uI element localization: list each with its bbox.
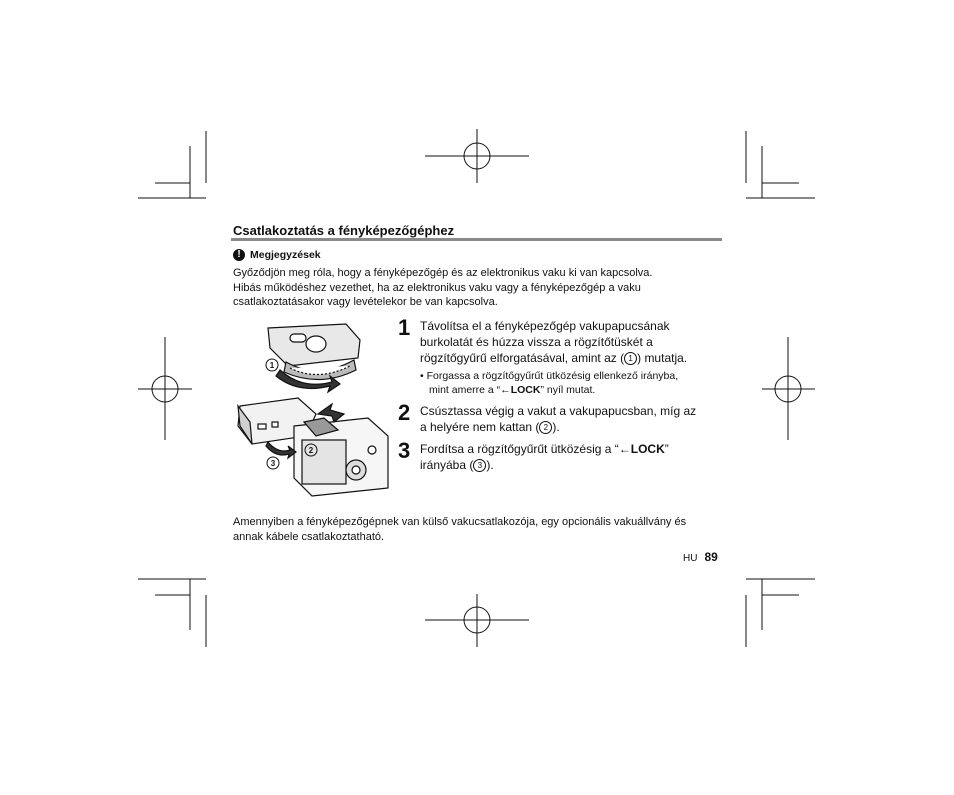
- page-number: 89: [704, 550, 718, 564]
- flash-attach-illustration: [228, 318, 398, 498]
- language-code: HU: [683, 553, 698, 564]
- section-title: Csatlakoztatás a fényképezőgéphez: [233, 223, 455, 238]
- circled-number: 3: [473, 459, 486, 472]
- step-number: 1: [398, 315, 411, 340]
- text-span: ).: [552, 420, 560, 434]
- lock-label: ←LOCK: [500, 384, 541, 396]
- text-span: ”: [664, 442, 669, 456]
- illustration-label-3: 3: [270, 459, 276, 468]
- step-1-bullet: [420, 369, 720, 397]
- notes-body: [233, 266, 723, 310]
- notes-line: Hibás működéshez vezethet, ha az elektronikus vaku vagy a fényképezőgép a vaku: [233, 281, 641, 294]
- step-number: 3: [398, 438, 411, 463]
- circled-number: 2: [539, 421, 552, 434]
- text-span: ) mutatja.: [637, 351, 688, 365]
- page-footer: [683, 550, 718, 564]
- notes-line: csatlakoztatásakor vagy levételekor be van kapcsolva.: [233, 296, 498, 309]
- text-span: rögzítőgyűrű elforgatásával, amint az (: [420, 351, 625, 365]
- step-line: Távolítsa el a fényképezőgép vakupapucsának: [420, 319, 670, 333]
- bullet-icon: •: [420, 370, 427, 382]
- paragraph-line: Amennyiben a fényképezőgépnek van külső vakucsatlakozója, egy opcionális vakuállvány és: [233, 516, 687, 528]
- notes-heading: [233, 249, 321, 261]
- step-line: [420, 419, 720, 435]
- bullet-text: mint amerre a “: [429, 384, 501, 396]
- illustration-label-1: 1: [269, 361, 275, 370]
- step-line: Csúsztassa végig a vakut a vakupapucsban, míg az: [420, 404, 697, 418]
- circled-number: 1: [624, 352, 637, 365]
- text-span: ).: [486, 458, 494, 472]
- registration-target-bottom: [425, 594, 529, 647]
- text-span: a helyére nem kattan (: [420, 420, 540, 434]
- illustration-label-2: 2: [308, 446, 314, 455]
- step-number: 2: [398, 400, 411, 425]
- notes-heading-label: Megjegyzések: [250, 249, 321, 261]
- paragraph-line: annak kábele csatlakoztatható.: [233, 531, 385, 543]
- title-underline: [231, 238, 722, 241]
- registration-target-top: [425, 129, 529, 183]
- bullet-text: ” nyíl mutat.: [540, 384, 596, 396]
- notes-line: Győződjön meg róla, hogy a fényképezőgép és az elektronikus vaku ki van kapcsolva.: [233, 267, 653, 279]
- step-line: [420, 441, 720, 457]
- text-span: Fordítsa a rögzítőgyűrűt ütközésig a “: [420, 442, 619, 456]
- registration-target-right: [762, 337, 815, 440]
- step-line: [420, 350, 720, 366]
- registration-target-left: [138, 337, 192, 440]
- step-line: burkolatát és húzza vissza a rögzítőtüskét a: [420, 335, 653, 349]
- bullet-text: Forgassa a rögzítőgyűrűt ütközésig ellenkező irányba,: [426, 370, 679, 382]
- text-span: irányába (: [420, 458, 474, 472]
- bottom-paragraph: [233, 515, 728, 545]
- lock-label: ←LOCK: [618, 442, 665, 456]
- step-line: [420, 457, 720, 473]
- exclamation-icon: !: [233, 249, 245, 261]
